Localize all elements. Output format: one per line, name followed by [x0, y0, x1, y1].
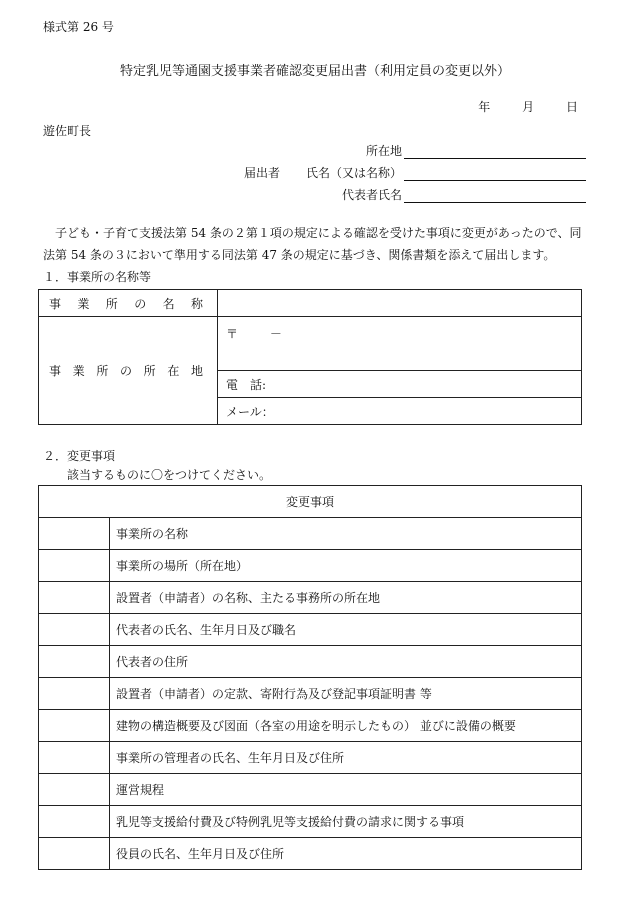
body-text — [43, 222, 588, 266]
location-input-line[interactable] — [404, 144, 586, 159]
section1-heading: １．事業所の名称等 — [43, 270, 152, 284]
representative-input-line[interactable] — [404, 188, 586, 203]
facility-address-cell[interactable] — [218, 317, 582, 371]
change-item: 運営規程 — [110, 774, 582, 806]
phone-cell[interactable] — [218, 371, 582, 398]
date-line — [450, 98, 578, 115]
postal-mark: 〒 — [226, 327, 239, 341]
table-row — [39, 518, 582, 550]
change-item: 事業所の名称 — [110, 518, 582, 550]
notifier-label: 届出者 — [244, 166, 281, 180]
document-title: 特定乳児等通園支援事業者確認変更届出書（利用定員の変更以外） — [119, 64, 510, 79]
table-row — [39, 838, 582, 870]
check-cell[interactable] — [39, 710, 110, 742]
phone-label: 電 話: — [226, 377, 267, 392]
check-cell[interactable] — [39, 838, 110, 870]
table-row — [39, 614, 582, 646]
representative-label: 代表者氏名 — [341, 188, 402, 202]
table-row — [39, 806, 582, 838]
table-row — [39, 582, 582, 614]
change-item: 事業所の場所（所在地） — [110, 550, 582, 582]
table-row — [39, 774, 582, 806]
table-row — [39, 710, 582, 742]
addressee: 遊佐町長 — [43, 124, 92, 138]
change-item: 代表者の住所 — [110, 646, 582, 678]
table-row — [39, 678, 582, 710]
check-cell[interactable] — [39, 550, 110, 582]
facility-address-label: 事 業 所 の 所 在 地 — [39, 317, 218, 425]
name-field[interactable] — [306, 164, 586, 181]
check-cell[interactable] — [39, 614, 110, 646]
table-row — [39, 550, 582, 582]
name-input-line[interactable] — [404, 166, 586, 181]
check-cell[interactable] — [39, 646, 110, 678]
change-item: 乳児等支援給付費及び特例乳児等支援給付費の請求に関する事項 — [110, 806, 582, 838]
representative-field[interactable] — [342, 186, 586, 203]
changes-header: 変更事項 — [39, 486, 582, 518]
check-cell[interactable] — [39, 806, 110, 838]
email-label: メール： — [226, 404, 274, 419]
email-cell[interactable] — [218, 398, 582, 425]
change-item: 設置者（申請者）の名称、主たる事務所の所在地 — [110, 582, 582, 614]
facility-info-table — [38, 289, 582, 425]
date-year: 年 — [478, 100, 491, 114]
change-item: 役員の氏名、生年月日及び住所 — [110, 838, 582, 870]
section2-heading: ２．変更事項 — [43, 449, 116, 463]
body-paragraph: 子ども・子育て支援法第 54 条の２第１項の規定による確認を受けた事項に変更があったので、同法第 54 条の３において準用する同法第 47 条の規定に基づき、関係書類を添えて届出します。 — [43, 226, 582, 262]
facility-name-label: 事 業 所 の 名 称 — [39, 290, 218, 317]
table-row — [39, 742, 582, 774]
form-number: 様式第 26 号 — [43, 20, 114, 34]
change-item: 事業所の管理者の氏名、生年月日及び住所 — [110, 742, 582, 774]
changes-table — [38, 485, 582, 870]
section2-note: 該当するものに〇をつけてください。 — [67, 468, 272, 482]
change-item: 設置者（申請者）の定款、寄附行為及び登記事項証明書 等 — [110, 678, 582, 710]
location-field[interactable] — [366, 142, 586, 159]
check-cell[interactable] — [39, 518, 110, 550]
postal-dash: － — [269, 327, 282, 341]
date-month: 月 — [522, 100, 535, 114]
check-cell[interactable] — [39, 582, 110, 614]
change-item: 代表者の氏名、生年月日及び職名 — [110, 614, 582, 646]
table-row — [39, 646, 582, 678]
location-label: 所在地 — [365, 144, 402, 158]
check-cell[interactable] — [39, 678, 110, 710]
name-label: 氏名（又は名称） — [305, 166, 402, 180]
change-item: 建物の構造概要及び図面（各室の用途を明示したもの） 並びに設備の概要 — [110, 710, 582, 742]
check-cell[interactable] — [39, 742, 110, 774]
facility-name-cell[interactable] — [218, 290, 582, 317]
check-cell[interactable] — [39, 774, 110, 806]
date-day: 日 — [565, 100, 578, 114]
